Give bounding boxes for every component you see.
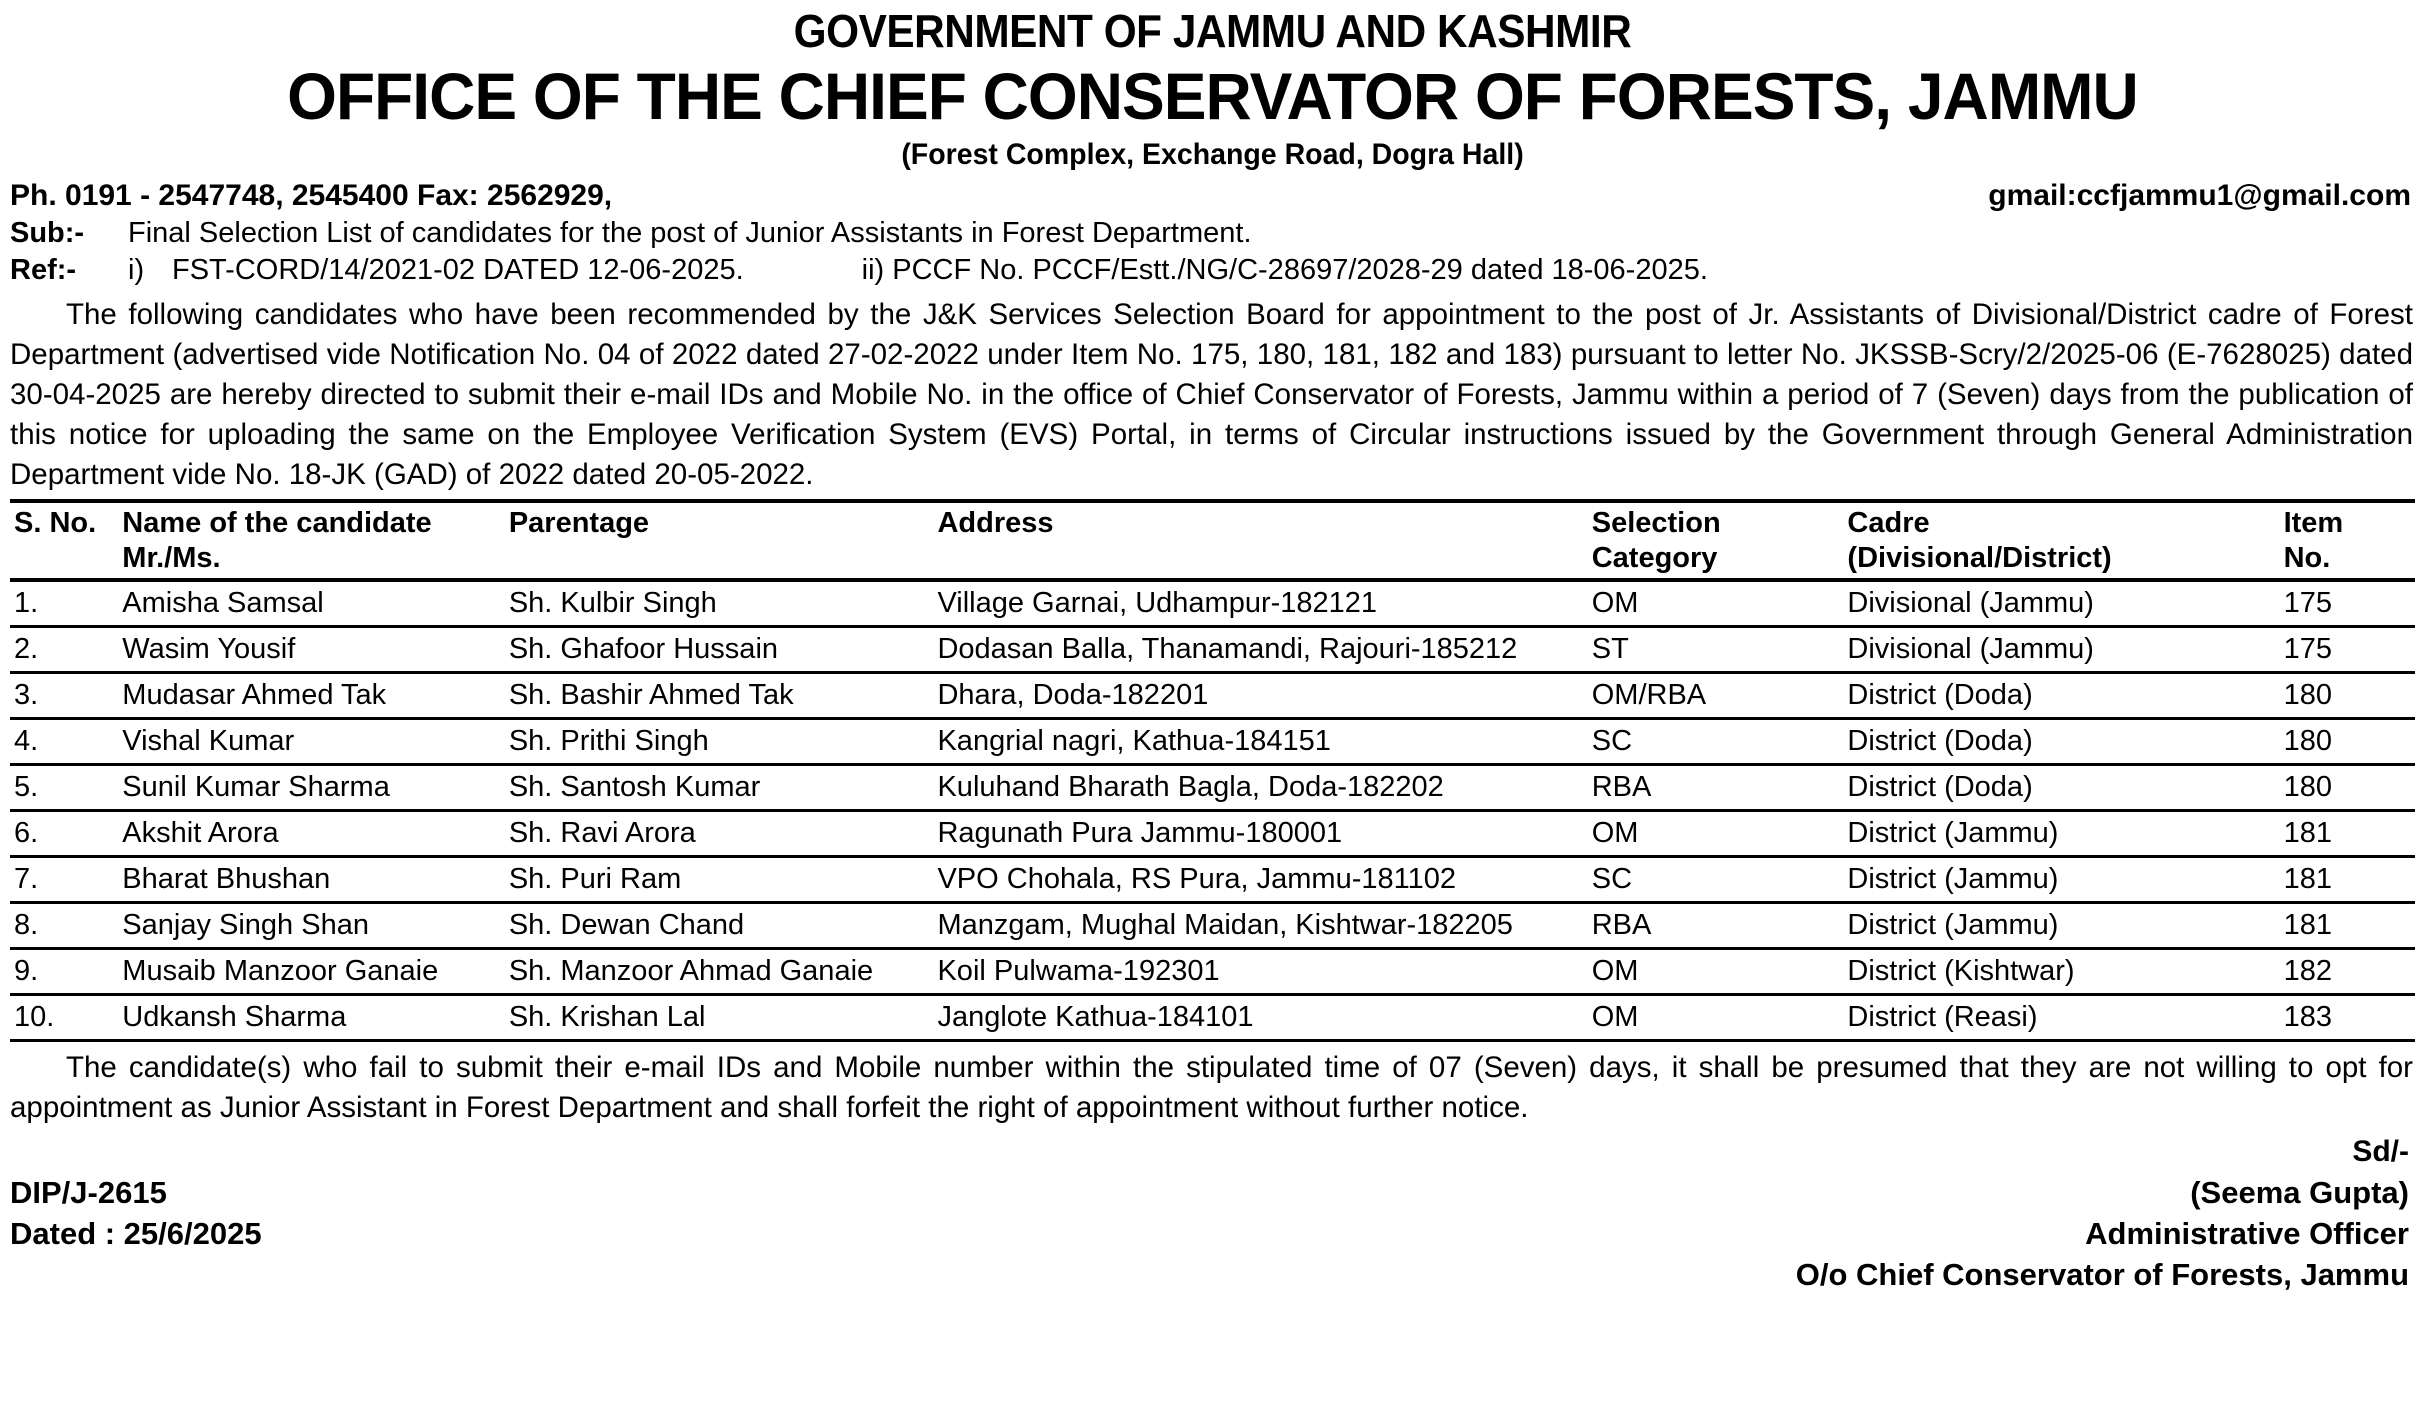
col-header-selection-category: Selection Category (1588, 501, 1844, 580)
table-row (10, 719, 2415, 765)
cell-category: OM (1588, 995, 1844, 1041)
cell-sno: 5. (10, 765, 118, 811)
col-header-name: Name of the candidate Mr./Ms. (118, 501, 505, 580)
cell-cadre: Divisional (Jammu) (1843, 580, 2279, 627)
table-row (10, 857, 2415, 903)
signatory-designation: Administrative Officer (2085, 1216, 2409, 1251)
cell-item: 180 (2280, 673, 2415, 719)
cell-item: 180 (2280, 719, 2415, 765)
cell-category: OM (1588, 949, 1844, 995)
signatory-office: O/o Chief Conservator of Forests, Jammu (1795, 1257, 2409, 1292)
subject-label: Sub:- (10, 217, 85, 249)
cell-name: Musaib Manzoor Ganaie (118, 949, 505, 995)
cell-category: RBA (1588, 765, 1844, 811)
cell-name: Akshit Arora (118, 811, 505, 857)
cell-cadre: District (Jammu) (1843, 811, 2279, 857)
table-row (10, 627, 2415, 673)
sd-line: Sd/- (2352, 1135, 2409, 1168)
cell-name: Udkansh Sharma (118, 995, 505, 1041)
cell-sno: 2. (10, 627, 118, 673)
col-header-item-no: Item No. (2280, 501, 2415, 580)
signatory-block (1796, 1172, 2415, 1295)
cell-category: RBA (1588, 903, 1844, 949)
footer (10, 1132, 2415, 1295)
subject-text: Final Selection List of candidates for the post of Junior Assistants in Forest Department. (128, 217, 1252, 249)
cell-parentage: Sh. Dewan Chand (505, 903, 934, 949)
cell-address: Village Garnai, Udhampur-182121 (933, 580, 1587, 627)
contact-row (10, 177, 2415, 215)
cell-category: ST (1588, 627, 1844, 673)
closing-paragraph: The candidate(s) who fail to submit their e-mail IDs and Mobile number within the stipulated time of 07 (Seven) days, it shall be presumed that they are not willing to opt for appointment as Junior Assistant in Forest Department and shall forfeit the right of appointment without further notice. (10, 1051, 2413, 1124)
cell-item: 181 (2280, 857, 2415, 903)
cell-address: Koil Pulwama-192301 (933, 949, 1587, 995)
cell-category: OM/RBA (1588, 673, 1844, 719)
cell-parentage: Sh. Bashir Ahmed Tak (505, 673, 934, 719)
cell-parentage: Sh. Santosh Kumar (505, 765, 934, 811)
reference-item-i-marker: i) (128, 254, 145, 286)
cell-item: 182 (2280, 949, 2415, 995)
subject-row (10, 215, 2415, 252)
table-row (10, 903, 2415, 949)
cell-category: SC (1588, 857, 1844, 903)
cell-address: VPO Chohala, RS Pura, Jammu-181102 (933, 857, 1587, 903)
cell-item: 175 (2280, 627, 2415, 673)
cell-category: SC (1588, 719, 1844, 765)
cell-sno: 4. (10, 719, 118, 765)
cell-cadre: District (Doda) (1843, 765, 2279, 811)
cell-parentage: Sh. Prithi Singh (505, 719, 934, 765)
reference-item-i-text: FST-CORD/14/2021-02 DATED 12-06-2025. (172, 254, 744, 286)
cell-address: Janglote Kathua-184101 (933, 995, 1587, 1041)
cell-name: Sanjay Singh Shan (118, 903, 505, 949)
cell-parentage: Sh. Ravi Arora (505, 811, 934, 857)
table-header-row (10, 501, 2415, 580)
cell-sno: 3. (10, 673, 118, 719)
cell-sno: 7. (10, 857, 118, 903)
cell-item: 183 (2280, 995, 2415, 1041)
cell-cadre: Divisional (Jammu) (1843, 627, 2279, 673)
cell-address: Dodasan Balla, Thanamandi, Rajouri-185212 (933, 627, 1587, 673)
col-header-sno: S. No. (10, 501, 118, 580)
col-header-parentage: Parentage (505, 501, 934, 580)
table-row (10, 673, 2415, 719)
cell-sno: 9. (10, 949, 118, 995)
table-row (10, 580, 2415, 627)
cell-address: Dhara, Doda-182201 (933, 673, 1587, 719)
cell-parentage: Sh. Puri Ram (505, 857, 934, 903)
government-title: GOVERNMENT OF JAMMU AND KASHMIR (793, 5, 1632, 57)
col-header-address: Address (933, 501, 1587, 580)
cell-address: Kangrial nagri, Kathua-184151 (933, 719, 1587, 765)
cell-parentage: Sh. Ghafoor Hussain (505, 627, 934, 673)
cell-name: Mudasar Ahmed Tak (118, 673, 505, 719)
cell-parentage: Sh. Kulbir Singh (505, 580, 934, 627)
cell-category: OM (1588, 580, 1844, 627)
cell-cadre: District (Doda) (1843, 673, 2279, 719)
cell-cadre: District (Reasi) (1843, 995, 2279, 1041)
table-row (10, 995, 2415, 1041)
cell-cadre: District (Jammu) (1843, 903, 2279, 949)
cell-name: Bharat Bhushan (118, 857, 505, 903)
candidates-table (10, 499, 2415, 1042)
cell-address: Manzgam, Mughal Maidan, Kishtwar-182205 (933, 903, 1587, 949)
cell-item: 175 (2280, 580, 2415, 627)
col-header-cadre: Cadre (Divisional/District) (1843, 501, 2279, 580)
table-row (10, 765, 2415, 811)
reference-label: Ref:- (10, 254, 77, 286)
cell-cadre: District (Kishtwar) (1843, 949, 2279, 995)
cell-cadre: District (Doda) (1843, 719, 2279, 765)
cell-sno: 10. (10, 995, 118, 1041)
dip-number: DIP/J-2615 (10, 1175, 167, 1210)
cell-address: Ragunath Pura Jammu-180001 (933, 811, 1587, 857)
signature-block (10, 1172, 2415, 1295)
document-header (10, 6, 2415, 175)
phone-fax-text: Ph. 0191 - 2547748, 2545400 Fax: 2562929, (10, 179, 613, 212)
cell-sno: 1. (10, 580, 118, 627)
cell-parentage: Sh. Manzoor Ahmad Ganaie (505, 949, 934, 995)
main-paragraph: The following candidates who have been recommended by the J&K Services Selection Board for appointment to the post of Jr. Assistants of Divisional/District cadre of Forest Department (advertised vide Notification No. 04 of 2022 dated 27-02-2022 under Item No. 175, 180, 181, 182 and 183) pursuant to letter No. JKSSB-Scry/2/2025-06 (E-7628025) dated 30-04-2025 are hereby directed to submit their e-mail IDs and Mobile No. in the office of Chief Conservator of Forests, Jammu within a period of 7 (Seven) days from the publication of this notice for uploading the same on the Employee Verification System (EVS) Portal, in terms of Circular instructions issued by the Government through General Administration Department vide No. 18-JK (GAD) of 2022 dated 20-05-2022. (10, 298, 2413, 491)
signatory-name: (Seema Gupta) (2190, 1175, 2409, 1210)
cell-sno: 6. (10, 811, 118, 857)
table-row (10, 811, 2415, 857)
cell-sno: 8. (10, 903, 118, 949)
reference-item-ii-text: ii) PCCF No. PCCF/Estt./NG/C-28697/2028-29 dated 18-06-2025. (861, 254, 1708, 286)
cell-item: 181 (2280, 903, 2415, 949)
cell-item: 181 (2280, 811, 2415, 857)
dated-text: Dated : 25/6/2025 (10, 1216, 262, 1251)
email-text: gmail:ccfjammu1@gmail.com (1988, 179, 2411, 212)
office-title: OFFICE OF THE CHIEF CONSERVATOR OF FORESTS, JAMMU (287, 59, 2138, 133)
cell-item: 180 (2280, 765, 2415, 811)
cell-parentage: Sh. Krishan Lal (505, 995, 934, 1041)
dip-block (10, 1172, 262, 1254)
reference-row (10, 252, 2415, 289)
cell-name: Amisha Samsal (118, 580, 505, 627)
cell-category: OM (1588, 811, 1844, 857)
cell-name: Vishal Kumar (118, 719, 505, 765)
cell-address: Kuluhand Bharath Bagla, Doda-182202 (933, 765, 1587, 811)
table-row (10, 949, 2415, 995)
office-address: (Forest Complex, Exchange Road, Dogra Hall) (901, 138, 1524, 171)
cell-cadre: District (Jammu) (1843, 857, 2279, 903)
cell-name: Wasim Yousif (118, 627, 505, 673)
cell-name: Sunil Kumar Sharma (118, 765, 505, 811)
